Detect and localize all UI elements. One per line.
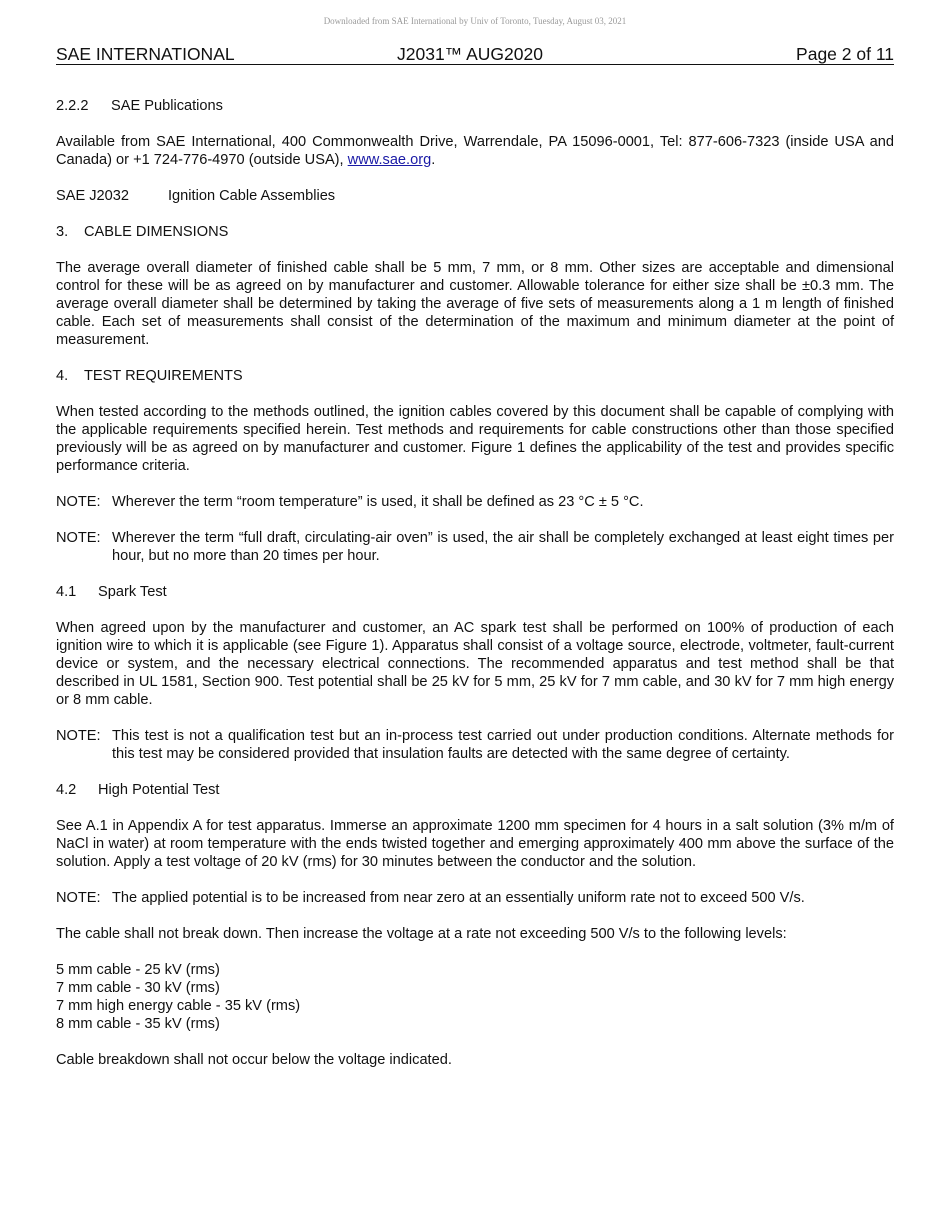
section-title: SAE Publications	[111, 98, 223, 114]
note-applied-potential	[56, 889, 894, 907]
list-item: 5 mm cable - 25 kV (rms)	[56, 962, 220, 978]
list-item: 8 mm cable - 35 kV (rms)	[56, 1016, 220, 1032]
reference-code: SAE J2032	[56, 188, 130, 204]
final-paragraph: Cable breakdown shall not occur below the voltage indicated.	[56, 1052, 452, 1068]
reference-entry	[56, 187, 894, 205]
list-item: 7 mm high energy cable - 35 kV (rms)	[56, 998, 301, 1014]
page-header	[56, 44, 894, 65]
note-label: NOTE:	[56, 890, 101, 906]
note-label: NOTE:	[56, 728, 101, 744]
section-number: 2.2.2	[56, 98, 89, 114]
document-body	[56, 97, 894, 1087]
section-number: 4.2	[56, 782, 77, 798]
note-label: NOTE:	[56, 494, 101, 510]
high-potential-paragraph: See A.1 in Appendix A for test apparatus. Immerse an approximate 1200 mm specimen for 4 hours in a salt solution (3% m/m of NaCl in water) at room temperature with the ends twisted together and emerging approximately 400 mm above the surface of the solution. Apply a test voltage of 20 kV (rms) for 30 minutes between the conductor and the solution.	[56, 818, 894, 870]
section-4-2-heading	[56, 781, 894, 799]
reference-title: Ignition Cable Assemblies	[168, 188, 336, 204]
section-2-2-2-heading	[56, 97, 894, 115]
sae-availability-paragraph	[56, 133, 894, 169]
section-number: 4.1	[56, 584, 77, 600]
breakdown-paragraph: The cable shall not break down. Then increase the voltage at a rate not exceeding 500 V/s to the following levels:	[56, 926, 787, 942]
section-number: 4.	[56, 368, 69, 384]
cable-dimensions-paragraph: The average overall diameter of finished cable shall be 5 mm, 7 mm, or 8 mm. Other sizes are acceptable and dimensional control for these will be as agreed on by manufacturer and customer. Allowable tolerance for either size shall be ±0.3 mm. The average overall diameter shall be determined by taking the average of five sets of measurements along a 1 m length of finished cable. Each set of measurements shall consist of the determination of the maximum and minimum diameter at the point of measurement.	[56, 260, 894, 348]
note-text: This test is not a qualification test but an in-process test carried out under production conditions. Alternate methods for this test may be considered provided that insulation faults are detected with the same degree of certainty.	[112, 728, 894, 762]
section-title: CABLE DIMENSIONS	[84, 224, 229, 240]
spark-test-paragraph: When agreed upon by the manufacturer and customer, an AC spark test shall be performed on 100% of production of each ignition wire to which it is applicable (see Figure 1). Apparatus shall consist of a voltage source, electrode, voltmeter, fault-current device or system, and the necessary electrical connections. The recommended apparatus and test method shall be that described in UL 1581, Section 900. Test potential shall be 25 kV for 5 mm, 25 kV for 7 mm cable, and 30 kV for 7 mm high energy or 8 mm cable.	[56, 620, 894, 708]
note-room-temperature	[56, 493, 894, 511]
header-organization: SAE INTERNATIONAL	[56, 44, 235, 64]
section-title: Spark Test	[98, 584, 167, 600]
section-title: TEST REQUIREMENTS	[84, 368, 243, 384]
section-4-1-heading	[56, 583, 894, 601]
voltage-levels-list	[56, 961, 894, 1033]
section-number: 3.	[56, 224, 69, 240]
availability-text: Available from SAE International, 400 Commonwealth Drive, Warrendale, PA 15096-0001, Tel: 877-606-7323 (inside USA and Canada) or +1 724-776-4970 (outside USA),	[56, 134, 894, 168]
section-4-heading	[56, 367, 894, 385]
list-item: 7 mm cable - 30 kV (rms)	[56, 980, 220, 996]
section-3-heading	[56, 223, 894, 241]
note-circulating-air-oven	[56, 529, 894, 565]
download-watermark: Downloaded from SAE International by Univ of Toronto, Tuesday, August 03, 2021	[323, 16, 627, 26]
sae-website-link[interactable]: www.sae.org	[347, 152, 432, 168]
section-title: High Potential Test	[98, 782, 220, 798]
header-document-id: J2031™ AUG2020	[397, 44, 543, 64]
header-page-number: Page 2 of 11	[796, 44, 894, 64]
note-label: NOTE:	[56, 530, 101, 546]
note-text: Wherever the term “full draft, circulating-air oven” is used, the air shall be completely exchanged at least eight times per hour, but no more than 20 times per hour.	[112, 530, 894, 564]
availability-suffix: .	[431, 152, 436, 168]
note-text: Wherever the term “room temperature” is used, it shall be defined as 23 °C ± 5 °C.	[112, 494, 644, 510]
test-requirements-paragraph: When tested according to the methods outlined, the ignition cables covered by this document shall be capable of complying with the applicable requirements specified herein. Test methods and requirements for cable constructions other than those specified previously will be as agreed on by manufacturer and customer. Figure 1 defines the applicability of the test and provides specific performance criteria.	[56, 404, 894, 474]
note-spark-test	[56, 727, 894, 763]
note-text: The applied potential is to be increased from near zero at an essentially uniform rate not to exceed 500 V/s.	[112, 890, 805, 906]
